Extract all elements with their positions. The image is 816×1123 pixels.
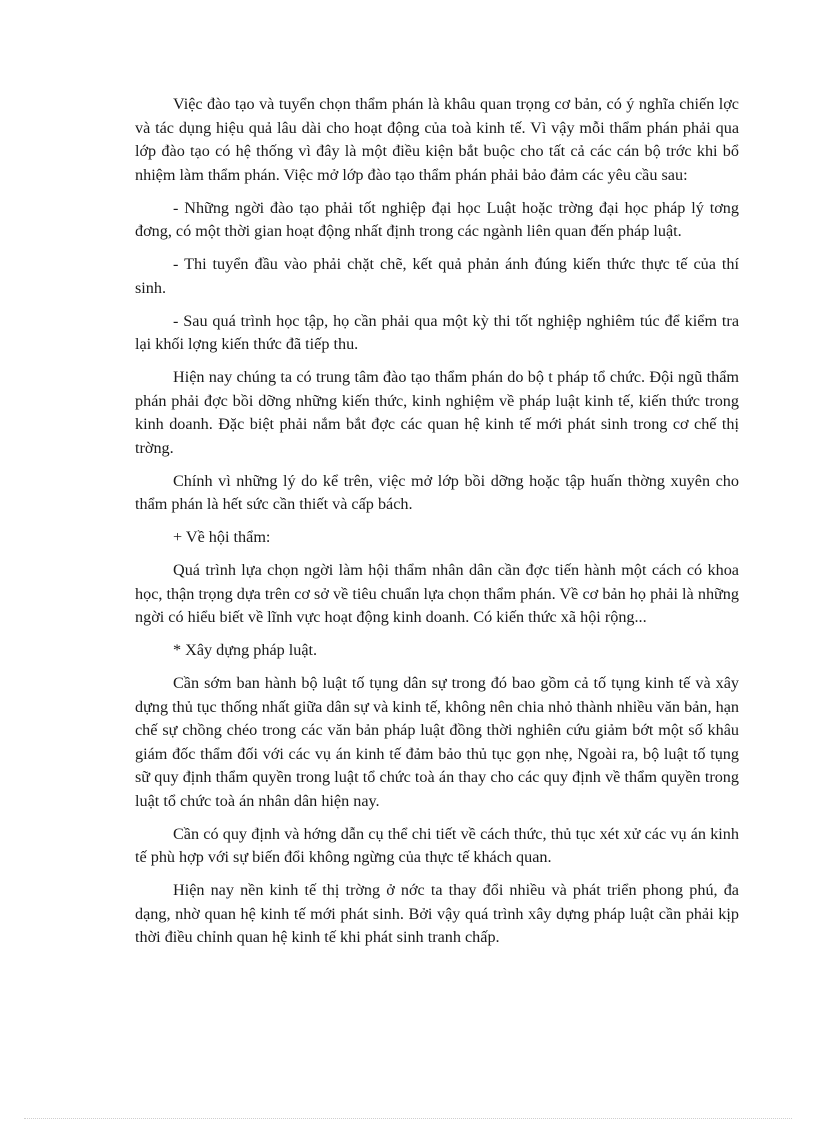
- paragraph-requirement-entrance: - Thi tuyển đầu vào phải chặt chẽ, kết quả phản ánh đúng kiến thức thực tế của thí sinh.: [135, 255, 739, 297]
- heading-law-building: * Xây dựng pháp luật.: [173, 641, 318, 659]
- page-bottom-border: [24, 1118, 792, 1119]
- paragraph-guidance: Cần có quy định và hớng dẫn cụ thể chi tiết về cách thức, thủ tục xét xử các vụ án kinh tế phù hợp với sự biến đổi không ngừng của thực tế khách quan.: [135, 824, 739, 866]
- heading-jurors: + Về hội thẩm:: [173, 528, 271, 546]
- paragraph-necessity: Chính vì những lý do kể trên, việc mở lớp bồi dỡng hoặc tập huấn thờng xuyên cho thẩm phán là hết sức cần thiết và cấp bách.: [135, 471, 739, 513]
- paragraph-training-judges: Việc đào tạo và tuyển chọn thẩm phán là khâu quan trọng cơ bản, có ý nghĩa chiến lợc và tác dụng hiệu quả lâu dài cho hoạt động của toà kinh tế. Vì vậy mỗi thẩm phán phải qua lớp đào tạo có hệ thống vì đây là một điều kiện bắt buộc cho tất cả các cán bộ trớc khi bổ nhiệm làm thẩm phán. Việc mở lớp đào tạo thẩm phán phải bảo đảm các yêu cầu sau:: [135, 95, 739, 184]
- paragraph-juror-selection: Quá trình lựa chọn ngời làm hội thẩm nhân dân cần đợc tiến hành một cách có khoa học, thận trọng dựa trên cơ sở về tiêu chuẩn lựa chọn thẩm phán. Về cơ bản họ phải là những ngời có hiểu biết về lĩnh vực hoạt động kinh doanh. Có kiến thức xã hội rộng...: [135, 561, 739, 626]
- paragraph-training-center: Hiện nay chúng ta có trung tâm đào tạo thẩm phán do bộ t pháp tổ chức. Đội ngũ thẩm phán phải đợc bồi dỡng những kiến thức, kinh nghiệm về pháp luật kinh tế, kiến thức trong kinh doanh. Đặc biệt phải nắm bắt đợc các quan hệ kinh tế mới phát sinh trong cơ chế thị trờng.: [135, 368, 739, 457]
- document-body: [135, 93, 739, 959]
- paragraph-requirement-education: - Những ngời đào tạo phải tốt nghiệp đại học Luật hoặc trờng đại học pháp lý tơng đơng, có một thời gian hoạt động nhất định trong các ngành liên quan đến pháp luật.: [135, 198, 739, 240]
- paragraph-requirement-graduation: - Sau quá trình học tập, họ cần phải qua một kỳ thi tốt nghiệp nghiêm túc để kiểm tra lại khối lợng kiến thức đã tiếp thu.: [135, 311, 739, 353]
- paragraph-civil-procedure: Cần sớm ban hành bộ luật tố tụng dân sự trong đó bao gồm cả tố tụng kinh tế và xây dựng thủ tục thống nhất giữa dân sự và kinh tế, không nên chia nhỏ thành nhiều văn bản, hạn chế sự chồng chéo trong các văn bản pháp luật đồng thời nghiên cứu giảm bớt một số khâu giám đốc thẩm đối với các vụ án kinh tế đảm bảo thủ tục gọn nhẹ, Ngoài ra, bộ luật tố tụng sữ quy định thẩm quyền trong luật tổ chức toà án thay cho các quy định về thẩm quyền trong luật tổ chức toà án nhân dân hiện nay.: [135, 674, 739, 810]
- paragraph-market-economy: Hiện nay nền kinh tế thị trờng ở nớc ta thay đổi nhiều và phát triển phong phú, đa dạng, nhờ quan hệ kinh tế mới phát sinh. Bởi vậy quá trình xây dựng pháp luật cần phải kịp thời điều chỉnh quan hệ kinh tế khi phát sinh tranh chấp.: [135, 881, 739, 946]
